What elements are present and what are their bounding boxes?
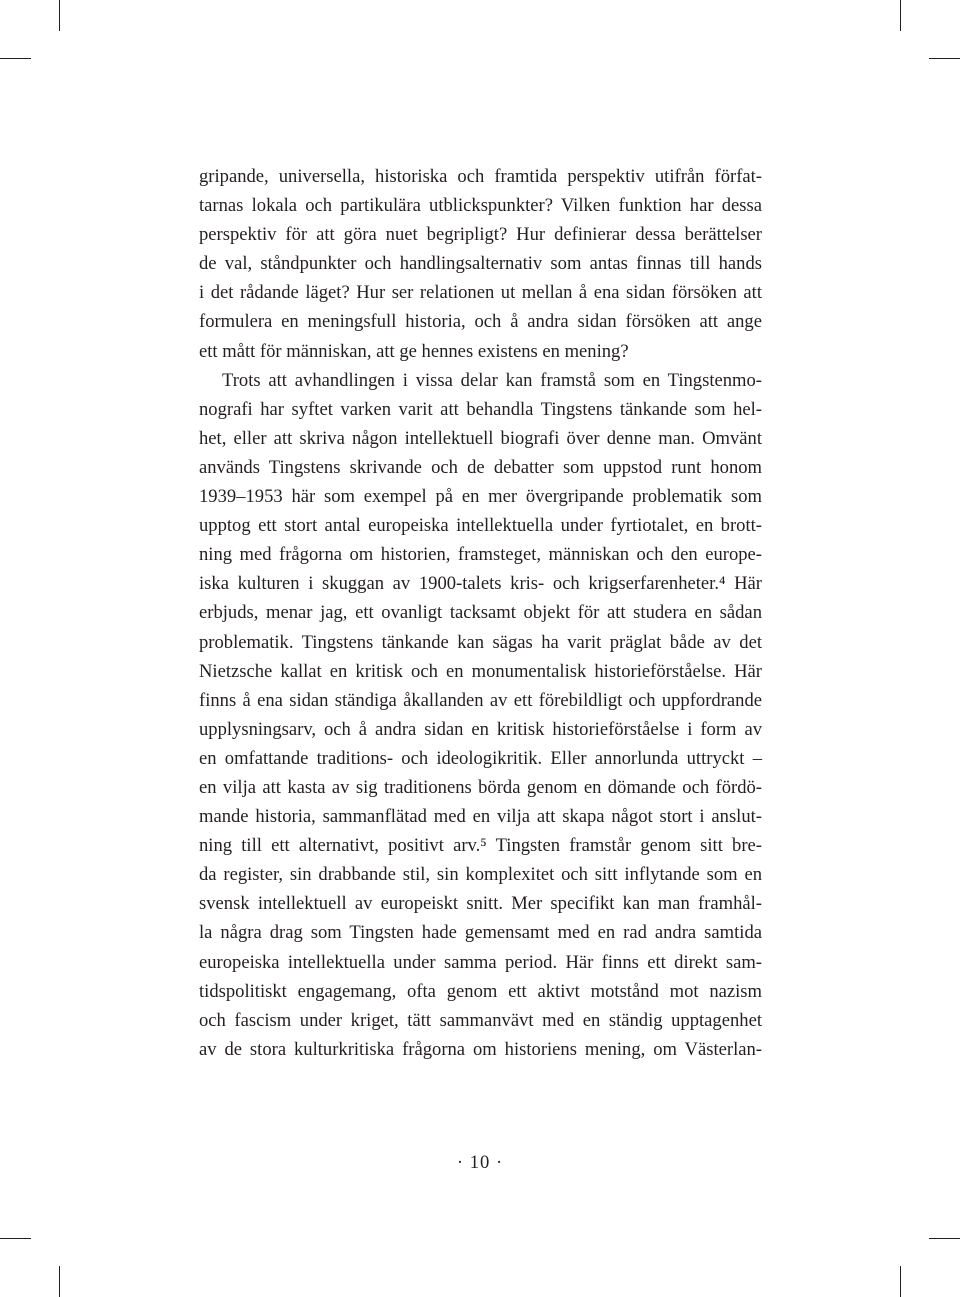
text-line: upptog ett stort antal europeiska intellektuella under fyrtiotalet, en brott- [199,515,762,537]
text-line: de val, ståndpunkter och handlingsalternativ som antas finnas till hands [199,253,762,275]
page-number: · 10 · [456,1152,504,1173]
text-line: tarnas lokala och partikulära utblickspunkter? Vilken funktion har dessa [199,195,762,217]
text-line: da register, sin drabbande stil, sin komplexitet och sitt inflytande som en [199,864,762,886]
text-line: Trots att avhandlingen i vissa delar kan framstå som en Tingstenmo- [222,369,762,391]
text-line: mande historia, sammanflätad med en vilja att skapa något stort i anslut- [199,806,762,828]
text-line: tidspolitiskt engagemang, ofta genom ett aktivt motstånd mot nazism [199,980,762,1002]
crop-mark-horizontal-top-right [929,58,960,59]
text-line: upplysningsarv, och å andra sidan en kritisk historieförståelse i form av [199,718,762,740]
text-line: används Tingstens skrivande och de debatter som uppstod runt honom [199,456,762,478]
text-line: en omfattande traditions- och ideologikritik. Eller annorlunda uttryckt – [199,747,762,769]
crop-mark-horizontal-top-left [0,58,31,59]
crop-mark-top-right [900,0,901,31]
crop-mark-bottom-left [59,1266,60,1297]
text-line: erbjuds, menar jag, ett ovanligt tacksamt objekt för att studera en sådan [199,602,762,624]
text-line: formulera en meningsfull historia, och å andra sidan försöken att ange [199,311,762,333]
text-line: iska kulturen i skuggan av 1900-talets kris- och krigserfarenheter.⁴ Här [199,573,762,595]
text-line: en vilja att kasta av sig traditionens börda genom en dömande och fördö- [199,776,762,798]
crop-mark-horizontal-bottom-left [0,1238,31,1239]
text-line: nografi har syftet varken varit att behandla Tingstens tänkande som hel- [199,398,762,420]
text-line: och fascism under kriget, tätt sammanvävt med en ständig upptagenhet [199,1009,762,1031]
text-line: ning till ett alternativt, positivt arv.⁵ Tingsten framstår genom sitt bre- [199,835,762,857]
crop-mark-horizontal-bottom-right [929,1238,960,1239]
body-text [199,162,762,1064]
text-line: svensk intellektuell av europeiskt snitt. Mer specifikt kan man framhål- [199,893,762,915]
text-line: ning med frågorna om historien, framsteget, människan och den europe- [199,544,762,566]
text-line: finns å ena sidan ständiga åkallanden av ett förebildligt och uppfordrande [199,689,762,711]
text-line: i det rådande läget? Hur ser relationen ut mellan å ena sidan försöken att [199,282,762,304]
text-line: Nietzsche kallat en kritisk och en monumentalisk historieförståelse. Här [199,660,762,682]
text-line: het, eller att skriva någon intellektuell biografi över denne man. Omvänt [199,427,762,449]
text-line: europeiska intellektuella under samma period. Här finns ett direkt sam- [199,951,762,973]
text-line: la några drag som Tingsten hade gemensamt med en rad andra samtida [199,922,762,944]
crop-mark-top-left [59,0,60,31]
crop-mark-bottom-right [900,1266,901,1297]
text-line: av de stora kulturkritiska frågorna om historiens mening, om Västerlan- [199,1038,762,1060]
text-line: problematik. Tingstens tänkande kan sägas ha varit präglat både av det [199,631,762,653]
text-line: gripande, universella, historiska och framtida perspektiv utifrån förfat- [199,166,762,187]
text-line: perspektiv för att göra nuet begripligt? Hur definierar dessa berättelser [199,224,762,246]
text-line: ett mått för människan, att ge hennes existens en mening? [199,340,629,362]
text-line: 1939–1953 här som exempel på en mer övergripande problematik som [199,486,762,508]
